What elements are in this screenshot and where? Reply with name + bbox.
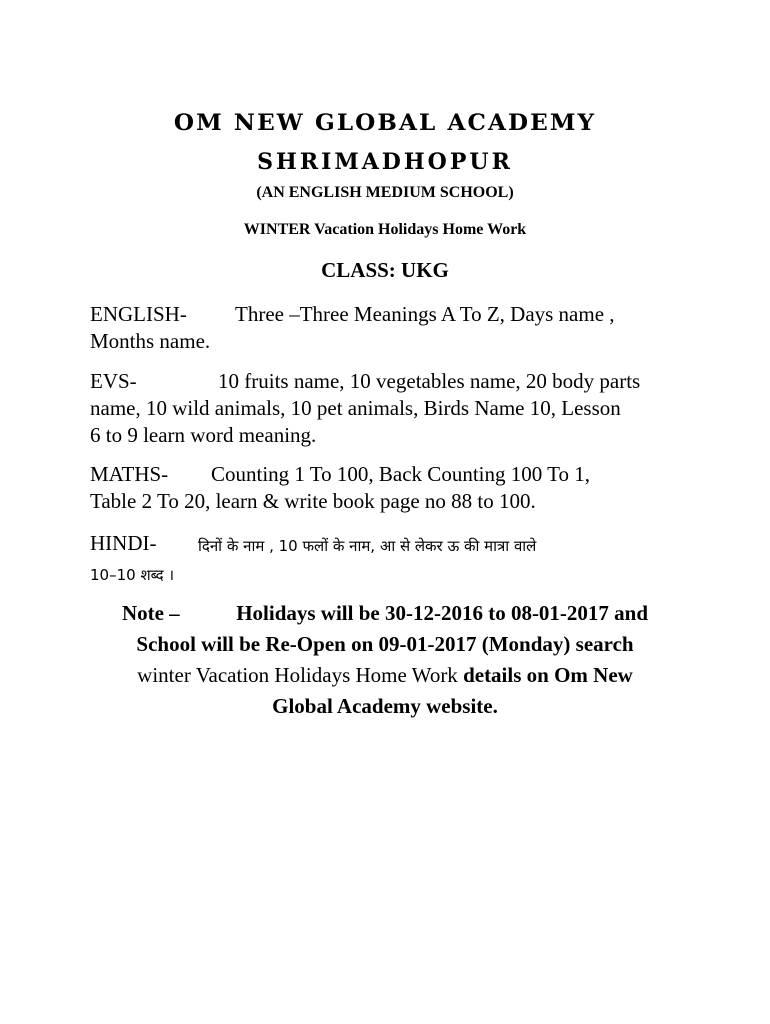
evs-line-3: 6 to 9 learn word meaning. xyxy=(90,423,317,447)
hindi-line-2: 10–10 शब्द । xyxy=(90,566,175,584)
note-line-1 xyxy=(90,598,680,629)
english-line-2: Months name. xyxy=(90,329,211,353)
maths-label: MATHS- xyxy=(90,462,169,486)
note-details-text: details on Om New xyxy=(463,663,633,687)
school-city: SHRIMADHOPUR xyxy=(257,149,513,175)
school-subtitle: (AN ENGLISH MEDIUM SCHOOL) xyxy=(256,184,514,201)
note-line-4: Global Academy website. xyxy=(272,694,498,718)
maths-line-2: Table 2 To 20, learn & write book page no 88 to 100. xyxy=(90,489,536,513)
evs-section xyxy=(90,368,690,449)
note-label: Note – xyxy=(121,601,180,625)
note-holidays-text: Holidays will be 30-12-2016 to 08-01-2017 and xyxy=(236,601,649,625)
homework-title: WINTER Vacation Holidays Home Work xyxy=(243,221,527,238)
evs-line-1: 10 fruits name, 10 vegetables name, 20 body parts xyxy=(218,369,641,393)
hindi-line-1: दिनों के नाम , 10 फलों के नाम, आ से लेकर ऊ की मात्रा वाले xyxy=(198,537,537,555)
hindi-section xyxy=(90,530,690,584)
maths-section xyxy=(90,461,690,515)
english-line-1: Three –Three Meanings A To Z, Days name , xyxy=(235,302,615,326)
evs-line-2: name, 10 wild animals, 10 pet animals, Birds Name 10, Lesson xyxy=(90,396,621,420)
maths-line-1: Counting 1 To 100, Back Counting 100 To 1, xyxy=(211,462,590,486)
class-heading: CLASS: UKG xyxy=(321,258,449,282)
note-section xyxy=(90,598,680,722)
note-line-2: School will be Re-Open on 09-01-2017 (Monday) search xyxy=(136,632,634,656)
english-section xyxy=(90,301,690,355)
note-winter-text: winter Vacation Holidays Home Work xyxy=(137,663,458,687)
note-line-3 xyxy=(90,660,680,691)
evs-label: EVS- xyxy=(90,369,137,393)
school-name: OM NEW GLOBAL ACADEMY xyxy=(173,110,597,136)
english-label: ENGLISH- xyxy=(90,302,187,326)
hindi-label: HINDI- xyxy=(90,531,157,555)
